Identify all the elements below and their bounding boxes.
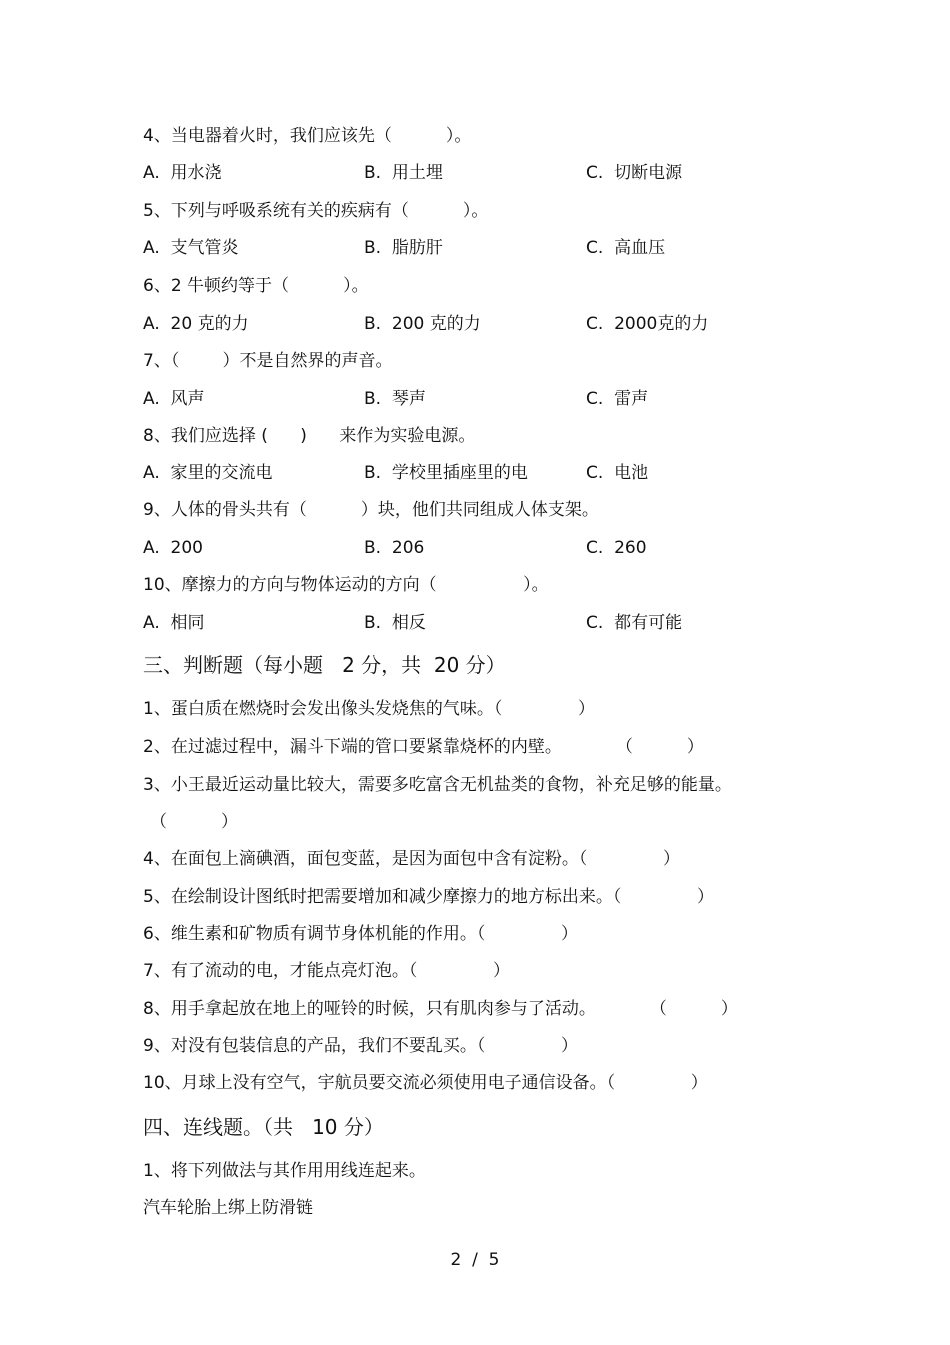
section-4-heading: 四、连线题。（共 10 分）: [143, 1115, 384, 1139]
option-b: B. 206: [364, 538, 425, 558]
judge-item-2: 2、在过滤过程中，漏斗下端的管口要紧靠烧杯的内壁。 （ ）: [143, 737, 704, 757]
option-a: A. 相同: [143, 613, 205, 633]
question-9: 9、人体的骨头共有（ ）块，他们共同组成人体支架。: [143, 500, 599, 520]
question-6: 6、2 牛顿约等于（ ）。: [143, 276, 369, 296]
option-b: B. 琴声: [364, 389, 426, 409]
option-c: C. 高血压: [586, 238, 666, 258]
judge-item-5: 5、在绘制设计图纸时把需要增加和减少摩擦力的地方标出来。（ ）: [143, 887, 714, 907]
option-a: A. 风声: [143, 389, 205, 409]
judge-item-1: 1、蛋白质在燃烧时会发出像头发烧焦的气味。（ ）: [143, 699, 595, 719]
option-c: C. 260: [586, 538, 647, 558]
option-b: B. 200 克的力: [364, 314, 481, 334]
question-5: 5、下列与呼吸系统有关的疾病有（ ）。: [143, 201, 489, 221]
question-10-options: [143, 612, 843, 634]
option-b: B. 相反: [364, 613, 426, 633]
question-8: 8、我们应选择 ( ) 来作为实验电源。: [143, 426, 476, 446]
question-4: 4、当电器着火时，我们应该先（ ）。: [143, 126, 472, 146]
question-9-options: [143, 537, 843, 559]
judge-item-10: 10、月球上没有空气，宇航员要交流必须使用电子通信设备。（ ）: [143, 1073, 708, 1093]
judge-item-6: 6、维生素和矿物质有调节身体机能的作用。（ ）: [143, 924, 578, 944]
option-c: C. 电池: [586, 463, 649, 483]
section-3-heading: 三、判断题（每小题 2 分，共 20 分）: [143, 653, 506, 677]
option-b: B. 学校里插座里的电: [364, 463, 528, 483]
option-c: C. 都有可能: [586, 613, 683, 633]
judge-item-3-blank: （ ）: [150, 812, 239, 832]
option-a: A. 20 克的力: [143, 314, 249, 334]
question-4-options: [143, 162, 843, 184]
question-10: 10、摩擦力的方向与物体运动的方向（ ）。: [143, 575, 549, 595]
option-b: B. 用土埋: [364, 163, 443, 183]
question-7: 7、（ ）不是自然界的声音。: [143, 351, 393, 371]
option-c: C. 2000克的力: [586, 314, 709, 334]
matching-item: 汽车轮胎上绑上防滑链: [143, 1198, 313, 1218]
question-8-options: [143, 462, 843, 484]
question-6-options: [143, 313, 843, 335]
page-number: 2 / 5: [450, 1250, 500, 1270]
question-5-options: [143, 237, 843, 259]
option-a: A. 家里的交流电: [143, 463, 273, 483]
judge-item-9: 9、对没有包装信息的产品，我们不要乱买。（ ）: [143, 1036, 578, 1056]
option-b: B. 脂肪肝: [364, 238, 443, 258]
judge-item-3: 3、小王最近运动量比较大，需要多吃富含无机盐类的食物，补充足够的能量。: [143, 775, 732, 795]
judge-item-8: 8、用手拿起放在地上的哑铃的时候，只有肌肉参与了活动。 （ ）: [143, 999, 738, 1019]
option-c: C. 切断电源: [586, 163, 683, 183]
matching-instruction: 1、将下列做法与其作用用线连起来。: [143, 1161, 426, 1181]
question-7-options: [143, 388, 843, 410]
option-a: A. 用水浇: [143, 163, 222, 183]
option-a: A. 支气管炎: [143, 238, 239, 258]
option-c: C. 雷声: [586, 389, 649, 409]
option-a: A. 200: [143, 538, 203, 558]
judge-item-4: 4、在面包上滴碘酒，面包变蓝，是因为面包中含有淀粉。（ ）: [143, 849, 680, 869]
judge-item-7: 7、有了流动的电，才能点亮灯泡。（ ）: [143, 961, 510, 981]
